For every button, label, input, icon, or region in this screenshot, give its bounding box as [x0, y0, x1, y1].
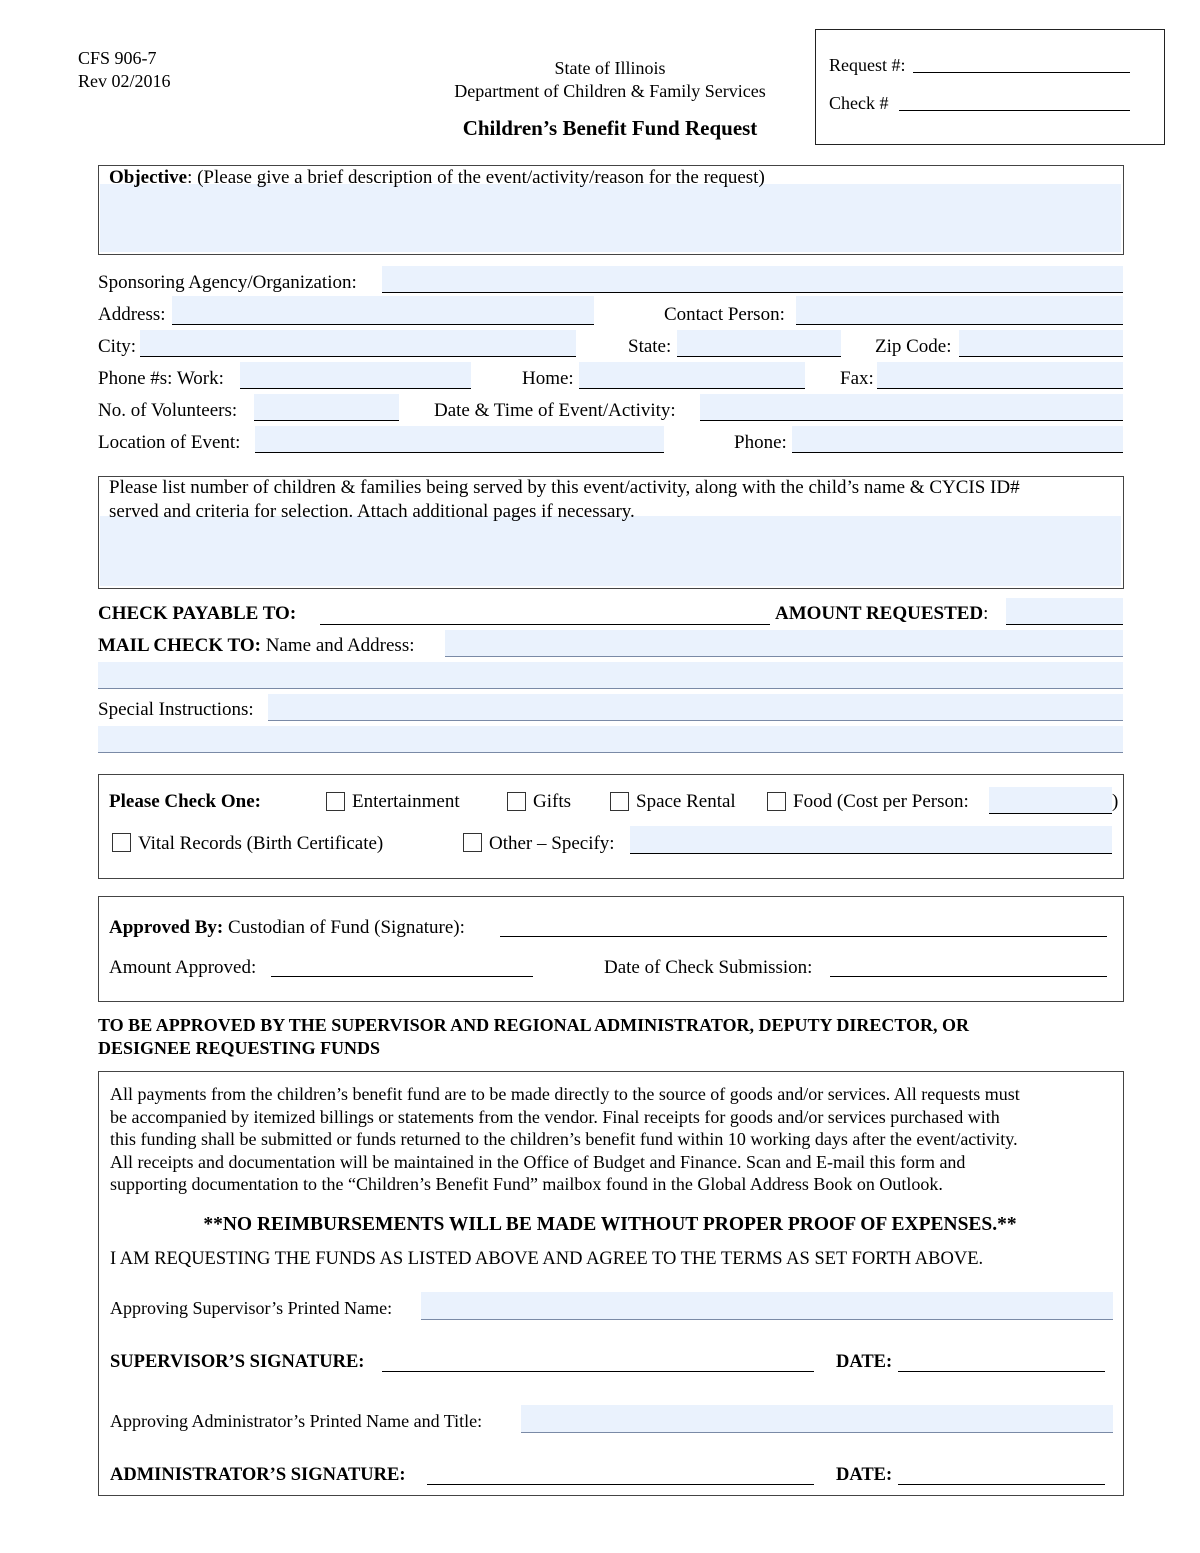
administrator-name-label: Approving Administrator’s Printed Name and Title: [110, 1411, 483, 1431]
terms-line: All payments from the children’s benefit fund are to be made directly to the source of goods and/or services. All requests must [110, 1084, 1020, 1104]
location-phone-field[interactable] [792, 426, 1123, 453]
entertainment-checkbox[interactable] [326, 792, 345, 811]
approval-notice-2: DESIGNEE REQUESTING FUNDS [98, 1038, 381, 1058]
department-name: Department of Children & Family Services [454, 81, 766, 101]
home-phone-field[interactable] [579, 362, 805, 389]
food-label: Food (Cost per Person: [793, 791, 969, 812]
home-label: Home: [522, 368, 574, 389]
contact-label: Contact Person: [664, 304, 785, 325]
special-instructions-line2-field[interactable] [98, 726, 1123, 753]
check-payable-label: CHECK PAYABLE TO: [98, 603, 297, 624]
other-specify-field[interactable] [630, 826, 1112, 854]
location-field[interactable] [255, 426, 664, 453]
state-label: State: [628, 336, 672, 357]
location-label: Location of Event: [98, 432, 241, 453]
children-field[interactable] [100, 516, 1121, 586]
date-time-field[interactable] [700, 394, 1123, 421]
amount-approved-label: Amount Approved: [109, 957, 257, 978]
sponsoring-field[interactable] [382, 266, 1123, 293]
form-id: CFS 906-7 [78, 48, 157, 68]
amount-requested-label: AMOUNT REQUESTED: [775, 603, 989, 624]
administrator-date-field[interactable] [898, 1461, 1105, 1485]
objective-label: Objective: (Please give a brief description of the event/activity/reason for the request) [109, 167, 765, 188]
food-close-paren: ) [1112, 791, 1119, 812]
terms-line: this funding shall be submitted or funds returned to the children’s benefit fund within 10 working days after the event/activity. [110, 1129, 1018, 1149]
mail-name-address-field[interactable] [445, 630, 1123, 657]
phone-label: Phone: [734, 432, 787, 453]
supervisor-signature-field[interactable] [382, 1348, 814, 1372]
check-one-label: Please Check One: [109, 791, 261, 812]
terms-paragraph [110, 1083, 1020, 1196]
children-instructions-1: Please list number of children & families being served by this event/activity, along with the child’s name & CYCIS ID# [109, 477, 1020, 498]
approval-box [98, 896, 1124, 1002]
city-field[interactable] [140, 330, 576, 357]
request-number-field[interactable] [913, 52, 1130, 73]
special-instructions-field[interactable] [268, 694, 1123, 721]
space-rental-label: Space Rental [636, 791, 736, 812]
city-label: City: [98, 336, 137, 357]
vital-records-label: Vital Records (Birth Certificate) [138, 833, 384, 854]
children-instructions-2: served and criteria for selection. Attach additional pages if necessary. [109, 501, 635, 522]
approval-notice-1: TO BE APPROVED BY THE SUPERVISOR AND REGIONAL ADMINISTRATOR, DEPUTY DIRECTOR, OR [98, 1015, 970, 1035]
zip-label: Zip Code: [875, 336, 952, 357]
phone-work-label: Phone #s: Work: [98, 368, 224, 389]
amount-requested-field[interactable] [1006, 598, 1123, 625]
agreement-statement: I AM REQUESTING THE FUNDS AS LISTED ABOVE AND AGREE TO THE TERMS AS SET FORTH ABOVE. [110, 1249, 984, 1269]
vital-records-checkbox[interactable] [112, 833, 131, 852]
address-label: Address: [98, 304, 166, 325]
other-label: Other – Specify: [489, 833, 615, 854]
gifts-label: Gifts [533, 791, 571, 812]
fax-label: Fax: [840, 368, 874, 389]
date-check-label: Date of Check Submission: [604, 957, 813, 978]
mail-check-label: MAIL CHECK TO: Name and Address: [98, 635, 415, 656]
check-number-label: Check # [829, 93, 889, 113]
sponsoring-label: Sponsoring Agency/Organization: [98, 272, 357, 293]
amount-approved-field[interactable] [271, 954, 533, 977]
other-checkbox[interactable] [463, 833, 482, 852]
check-number-field[interactable] [899, 90, 1130, 111]
special-instructions-label: Special Instructions: [98, 699, 254, 720]
form-revision: Rev 02/2016 [78, 71, 171, 91]
volunteers-label: No. of Volunteers: [98, 400, 238, 421]
food-checkbox[interactable] [767, 792, 786, 811]
objective-field[interactable] [100, 184, 1121, 252]
custodian-signature-field[interactable] [500, 914, 1107, 937]
state-name: State of Illinois [554, 58, 666, 78]
terms-line: supporting documentation to the “Children’s Benefit Fund” mailbox found in the Global Address Book on Outlook. [110, 1174, 943, 1194]
administrator-signature-field[interactable] [427, 1461, 814, 1485]
approved-by-label: Approved By: Custodian of Fund (Signature): [109, 917, 465, 938]
request-number-label: Request #: [829, 55, 906, 75]
address-field[interactable] [172, 296, 594, 325]
space-rental-checkbox[interactable] [610, 792, 629, 811]
administrator-signature-label: ADMINISTRATOR’S SIGNATURE: [110, 1465, 406, 1485]
mail-address-line2-field[interactable] [98, 662, 1123, 689]
contact-field[interactable] [796, 296, 1123, 325]
entertainment-label: Entertainment [352, 791, 460, 812]
no-reimbursement-notice: **NO REIMBURSEMENTS WILL BE MADE WITHOUT PROPER PROOF OF EXPENSES.** [203, 1214, 1017, 1235]
terms-line: All receipts and documentation will be maintained in the Office of Budget and Finance. Scan and E-mail this form and [110, 1151, 966, 1172]
administrator-date-label: DATE: [836, 1465, 893, 1485]
zip-field[interactable] [959, 330, 1123, 357]
administrator-name-field[interactable] [521, 1405, 1113, 1433]
supervisor-name-field[interactable] [421, 1292, 1113, 1320]
office-use-box [815, 29, 1165, 145]
check-payable-field[interactable] [320, 600, 770, 625]
gifts-checkbox[interactable] [507, 792, 526, 811]
terms-line: be accompanied by itemized billings or statements from the vendor. Final receipts for goods and/or services purchased with [110, 1106, 1000, 1127]
volunteers-field[interactable] [254, 394, 399, 421]
supervisor-date-field[interactable] [898, 1348, 1105, 1372]
supervisor-name-label: Approving Supervisor’s Printed Name: [110, 1298, 393, 1318]
date-time-label: Date & Time of Event/Activity: [434, 400, 676, 421]
supervisor-signature-label: SUPERVISOR’S SIGNATURE: [110, 1352, 365, 1372]
phone-work-field[interactable] [240, 362, 471, 389]
food-cost-field[interactable] [989, 787, 1112, 814]
supervisor-date-label: DATE: [836, 1352, 893, 1372]
page-title: Children’s Benefit Fund Request [462, 116, 758, 140]
fax-field[interactable] [877, 362, 1123, 389]
state-field[interactable] [677, 330, 841, 357]
date-check-field[interactable] [830, 954, 1107, 977]
